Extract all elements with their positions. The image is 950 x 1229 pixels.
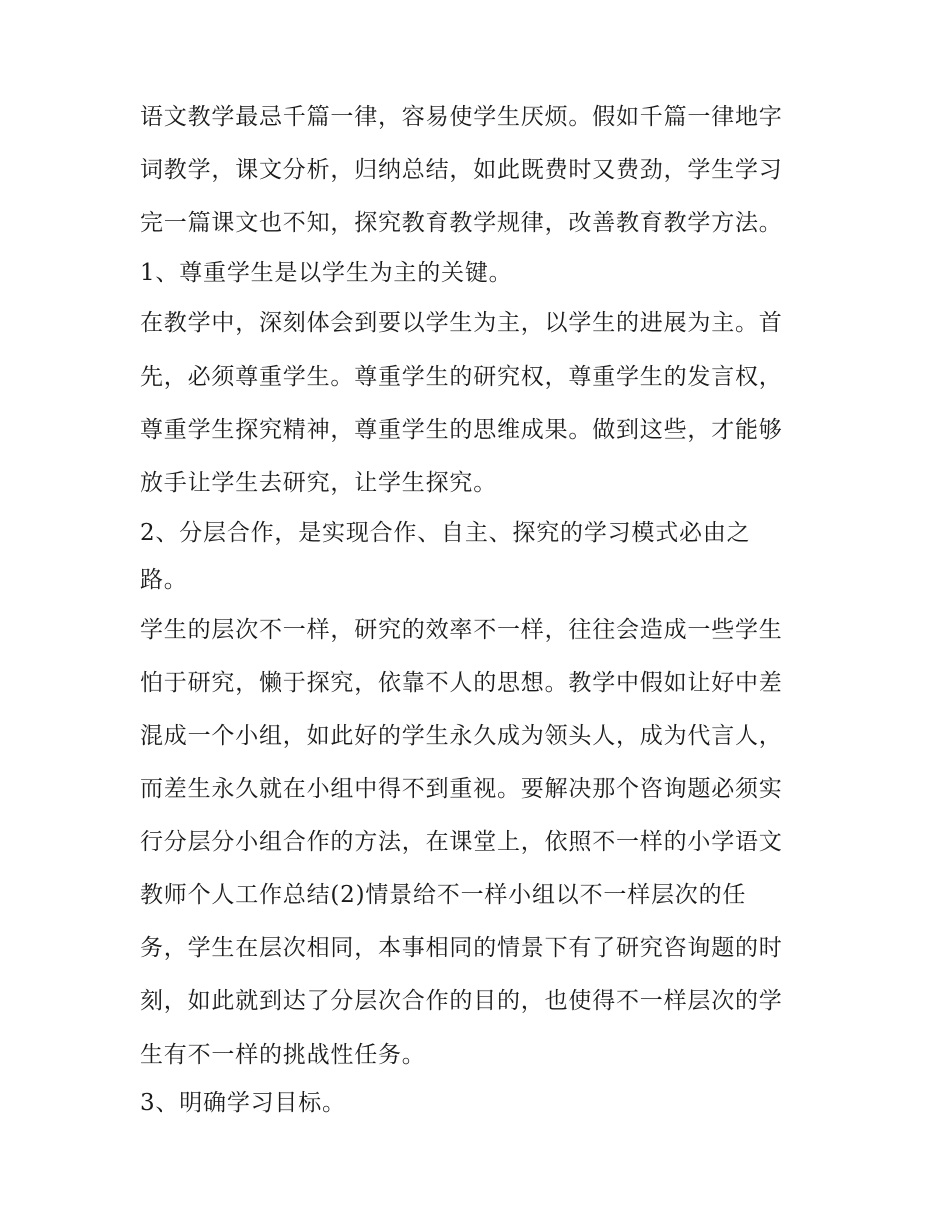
text-line: 路。 — [140, 567, 188, 593]
text-line: 先，必须尊重学生。尊重学生的研究权，尊重学生的发言权， — [140, 364, 783, 390]
text-line: 2、分层合作，是实现合作、自主、探究的学习模式必由之 — [140, 520, 751, 546]
text-line: 行分层分小组合作的方法，在课堂上，依照不一样的小学语文 — [140, 829, 783, 855]
text-line: 在教学中，深刻体会到要以学生为主，以学生的进展为主。首 — [140, 310, 783, 336]
text-line: 刻，如此就到达了分层次合作的目的，也使得不一样层次的学 — [140, 988, 783, 1014]
text-line: 尊重学生探究精神，尊重学生的思维成果。做到这些，才能够 — [140, 417, 783, 443]
text-line: 1、尊重学生是以学生为主的关键。 — [140, 260, 513, 286]
text-line: 怕于研究，懒于探究，依靠不人的思想。教学中假如让好中差 — [140, 670, 783, 696]
text-line: 语文教学最忌千篇一律，容易使学生厌烦。假如千篇一律地字 — [140, 104, 783, 130]
text-line: 混成一个小组，如此好的学生永久成为领头人，成为代言人， — [140, 723, 783, 749]
text-line: 3、明确学习目标。 — [140, 1090, 346, 1116]
text-line: 教师个人工作总结(2)情景给不一样小组以不一样层次的任 — [140, 882, 747, 908]
text-line: 务，学生在层次相同，本事相同的情景下有了研究咨询题的时 — [140, 935, 783, 961]
text-line: 而差生永久就在小组中得不到重视。要解决那个咨询题必须实 — [140, 776, 783, 802]
text-line: 学生的层次不一样，研究的效率不一样，往往会造成一些学生 — [140, 617, 783, 643]
text-line: 词教学，课文分析，归纳总结，如此既费时又费劲，学生学习 — [140, 157, 783, 183]
text-line: 生有不一样的挑战性任务。 — [140, 1042, 426, 1068]
text-line: 完一篇课文也不知，探究教育教学规律，改善教育教学方法。 — [140, 210, 783, 236]
text-line: 放手让学生去研究，让学生探究。 — [140, 470, 497, 496]
